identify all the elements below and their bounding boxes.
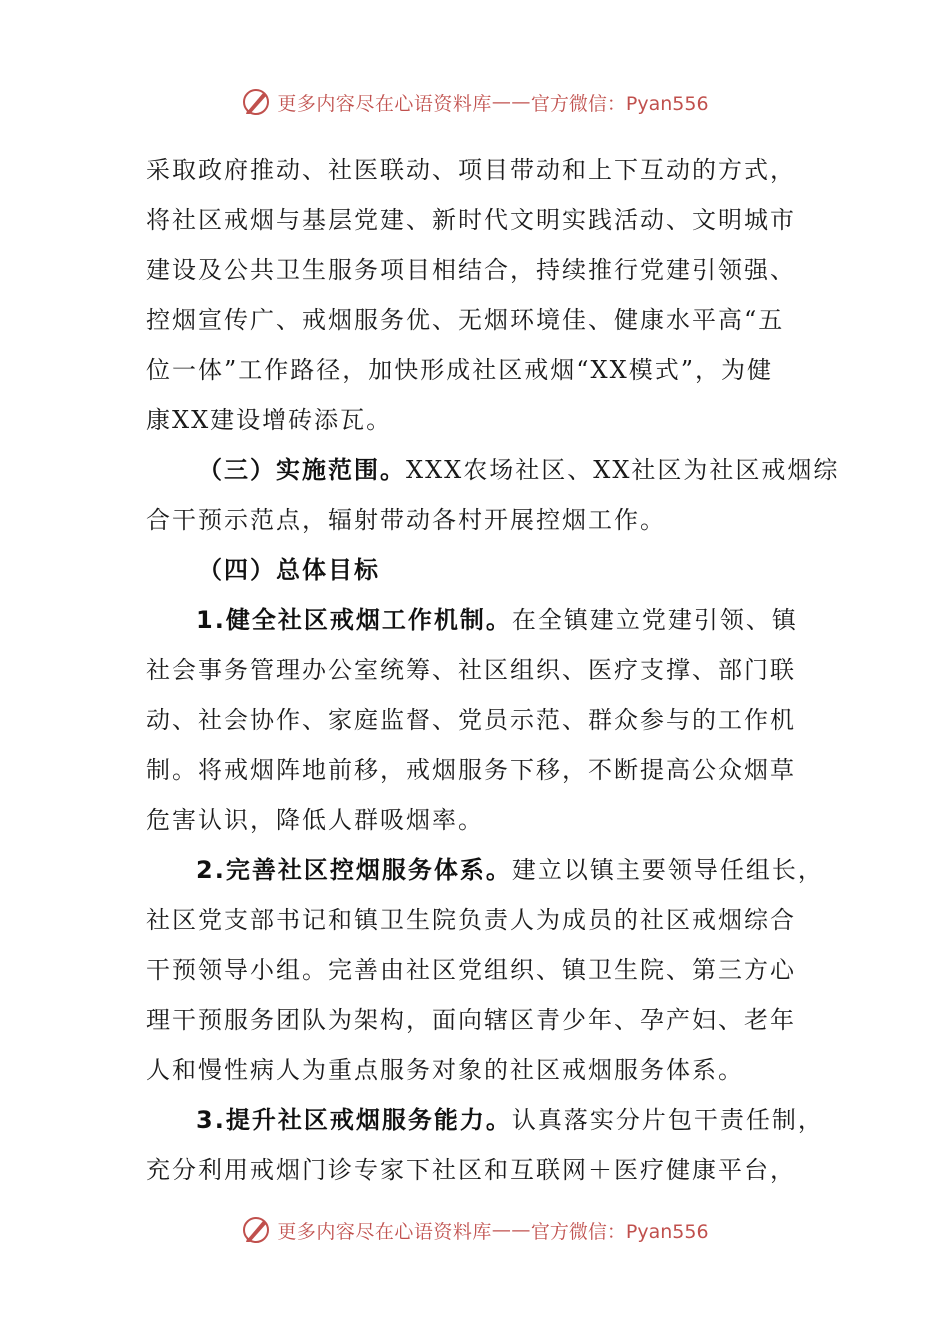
- body-line: 社会事务管理办公室统筹、社区组织、医疗支撑、部门联: [146, 656, 796, 684]
- watermark-wechat: 官方微信：Pyan556: [530, 1220, 709, 1243]
- watermark-separator: ——: [491, 1219, 531, 1241]
- item-2-paragraph: [146, 845, 824, 895]
- section-4-paragraph: [146, 545, 806, 595]
- body-line: 将社区戒烟与基层党建、新时代文明实践活动、文明城市: [146, 206, 796, 234]
- section-4-heading: （四）总体目标: [198, 556, 380, 584]
- watermark-wechat: 官方微信：Pyan556: [530, 92, 709, 115]
- watermark-text: 更多内容尽在心语资料库: [277, 1220, 492, 1243]
- document-body: [146, 145, 840, 1195]
- body-line: 制。将戒烟阵地前移，戒烟服务下移，不断提高公众烟草: [146, 756, 796, 784]
- body-line: 人和慢性病人为重点服务对象的社区戒烟服务体系。: [146, 1056, 744, 1084]
- body-line: 位一体”工作路径，加快形成社区戒烟“XX模式”，为健: [146, 356, 773, 384]
- body-line: 理干预服务团队为架构，面向辖区青少年、孕产妇、老年: [146, 1006, 796, 1034]
- item-3-text: 认真落实分片包干责任制，: [511, 1106, 824, 1134]
- body-line: 采取政府推动、社医联动、项目带动和上下互动的方式，: [146, 156, 796, 184]
- item-1-paragraph: [146, 595, 806, 645]
- section-3-heading: （三）实施范围。: [198, 456, 406, 484]
- header-watermark: [0, 80, 950, 124]
- watermark-separator: ——: [491, 91, 531, 113]
- watermark-text: 更多内容尽在心语资料库: [277, 92, 492, 115]
- body-line: 建设及公共卫生服务项目相结合，持续推行党建引领强、: [146, 256, 796, 284]
- footer-watermark: [0, 1208, 950, 1252]
- body-line: 充分利用戒烟门诊专家下社区和互联网＋医疗健康平台，: [146, 1156, 796, 1184]
- item-1-heading: 1.健全社区戒烟工作机制。: [196, 606, 512, 634]
- body-line: 危害认识，降低人群吸烟率。: [146, 806, 484, 834]
- item-3-paragraph: [146, 1095, 824, 1145]
- item-3-heading: 3.提升社区戒烟服务能力。: [196, 1106, 512, 1134]
- item-2-text: 建立以镇主要领导任组长，: [511, 856, 824, 884]
- pen-logo-icon: [241, 1215, 271, 1245]
- item-2-heading: 2.完善社区控烟服务体系。: [196, 856, 512, 884]
- body-line: 康XX建设增砖添瓦。: [146, 406, 393, 434]
- body-line: 干预领导小组。完善由社区党组织、镇卫生院、第三方心: [146, 956, 796, 984]
- section-3-text: XXX农场社区、XX社区为社区戒烟综: [406, 456, 840, 484]
- section-3-paragraph: [146, 445, 840, 495]
- item-1-text: 在全镇建立党建引领、镇: [511, 606, 798, 634]
- body-line: 社区党支部书记和镇卫生院负责人为成员的社区戒烟综合: [146, 906, 796, 934]
- body-line: 控烟宣传广、戒烟服务优、无烟环境佳、健康水平高“五: [146, 306, 785, 334]
- body-line: 合干预示范点，辐射带动各村开展控烟工作。: [146, 506, 666, 534]
- pen-logo-icon: [241, 87, 271, 117]
- body-line: 动、社会协作、家庭监督、党员示范、群众参与的工作机: [146, 706, 796, 734]
